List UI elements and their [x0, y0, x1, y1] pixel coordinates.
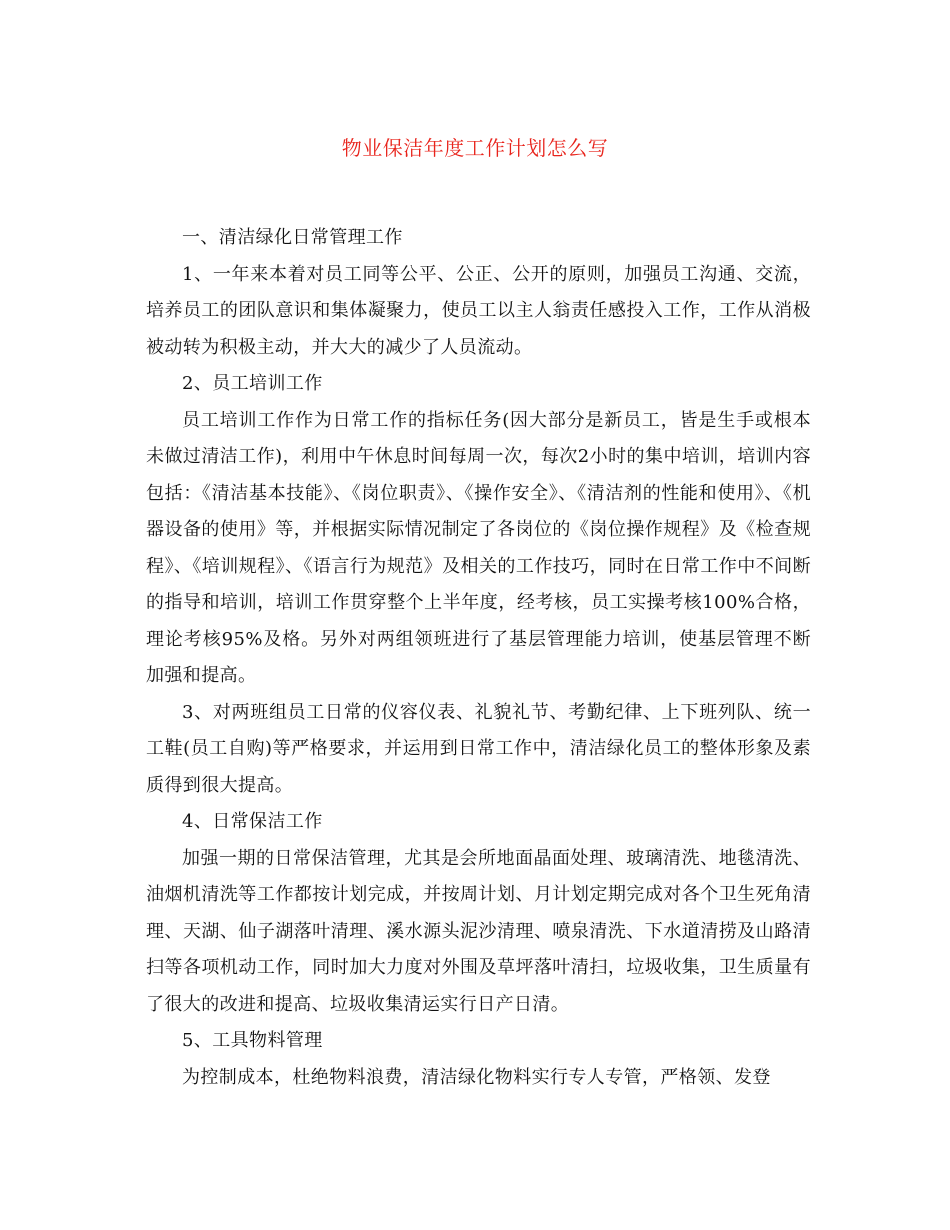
document-body [146, 220, 811, 1096]
subheading-4: 4、日常保洁工作 [182, 811, 323, 832]
document-title: 物业保洁年度工作计划怎么写 [341, 136, 609, 160]
paragraph-2: 员工培训工作作为日常工作的指标任务(因大部分是新员工，皆是生手或根本未做过清洁工作)，利用中午休息时间每周一次，每次2小时的集中培训，培训内容包括：《清洁基本技能》、《岗位职责》、《操作安全》、《清洁剂的性能和使用》、《机器设备的使用》等，并根据实际情况制定了各岗位的《岗位操作规程》及《检查规程》、《培训规程》、《语言行为规范》及相关的工作技巧，同时在日常工作中不间断的指导和培训，培训工作贯穿整个上半年度，经考核，员工实操考核100%合格，理论考核95%及格。另外对两组领班进行了基层管理能力培训，使基层管理不断加强和提高。 [146, 409, 811, 686]
paragraph-5: 为控制成本，杜绝物料浪费，清洁绿化物料实行专人专管，严格领、发登 [182, 1066, 771, 1088]
paragraph-3: 3、对两班组员工日常的仪容仪表、礼貌礼节、考勤纪律、上下班列队、统一工鞋(员工自购)等严格要求，并运用到日常工作中，清洁绿化员工的整体形象及素质得到很大提高。 [146, 701, 811, 796]
subheading-5: 5、工具物料管理 [182, 1030, 323, 1051]
paragraph-1: 1、一年来本着对员工同等公平、公正、公开的原则，加强员工沟通、交流，培养员工的团队意识和集体凝聚力，使员工以主人翁责任感投入工作，工作从消极被动转为积极主动，并大大的减少了人员流动。 [146, 263, 811, 358]
subheading-2: 2、员工培训工作 [182, 373, 323, 394]
section-heading-1: 一、清洁绿化日常管理工作 [182, 227, 403, 248]
paragraph-4: 加强一期的日常保洁管理，尤其是会所地面晶面处理、玻璃清洗、地毯清洗、油烟机清洗等工作都按计划完成，并按周计划、月计划定期完成对各个卫生死角清理、天湖、仙子湖落叶清理、溪水源头泥沙清理、喷泉清洗、下水道清捞及山路清扫等各项机动工作，同时加大力度对外围及草坪落叶清扫，垃圾收集，卫生质量有了很大的改进和提高、垃圾收集清运实行日产日清。 [146, 847, 811, 1015]
